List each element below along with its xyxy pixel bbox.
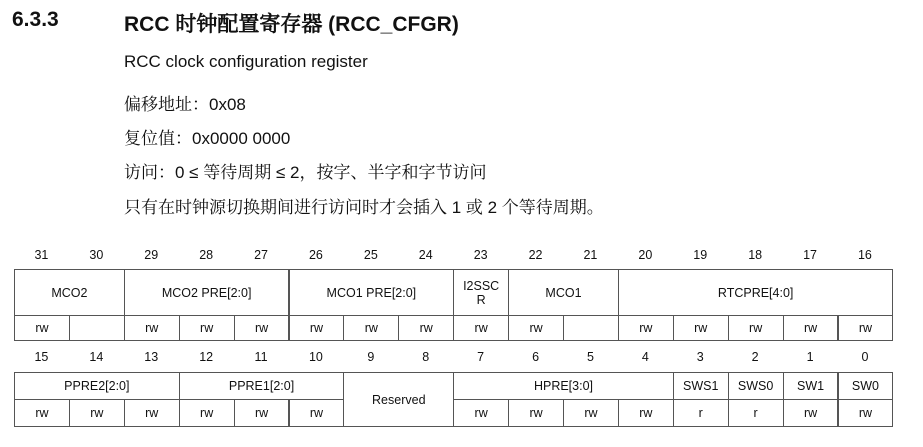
bit-number: 13: [144, 350, 159, 364]
offset-address: 偏移地址：0x08: [124, 95, 246, 114]
access-cell: rw: [124, 315, 180, 341]
access-cell: rw: [673, 315, 729, 341]
bit-number: 15: [34, 350, 49, 364]
bit-number: 11: [254, 350, 268, 364]
access-cell: rw: [508, 315, 564, 341]
bit-number: 24: [418, 248, 433, 262]
bit-number: 26: [308, 248, 323, 262]
register-field: [838, 372, 894, 400]
bit-number: 29: [144, 248, 159, 262]
access-cell: rw: [563, 399, 619, 427]
bit-number: 2: [751, 350, 759, 364]
register-field: [453, 269, 509, 316]
access-cell: rw: [179, 315, 235, 341]
field-name: HPRE[3:0]: [533, 379, 594, 393]
bit-number: 31: [34, 248, 49, 262]
register-field: [289, 269, 455, 316]
register-field: [673, 372, 729, 400]
access-cell: rw: [618, 399, 674, 427]
field-name: MCO1 PRE[2:0]: [326, 285, 417, 300]
access-cell: r: [673, 399, 729, 427]
access-cell: rw: [618, 315, 674, 341]
field-name: I2SSC R: [463, 278, 500, 307]
bit-number: 23: [473, 248, 488, 262]
access-cell: rw: [124, 399, 180, 427]
access-cell: rw: [289, 315, 345, 341]
access-cell: rw: [728, 315, 784, 341]
access-cell: rw: [783, 399, 839, 427]
access-cell: r: [728, 399, 784, 427]
bit-number: 10: [308, 350, 323, 364]
bit-number: 3: [696, 350, 704, 364]
register-field: [453, 372, 674, 400]
bit-number: 1: [806, 350, 814, 364]
bit-number: 8: [422, 350, 430, 364]
register-field: [124, 269, 290, 316]
access-cell: rw: [453, 315, 509, 341]
access-cell: rw: [179, 399, 235, 427]
bit-number: 30: [89, 248, 104, 262]
field-name: Reserved: [372, 392, 426, 407]
access-cell: rw: [234, 315, 290, 341]
access-cell: rw: [234, 399, 290, 427]
bit-number: 4: [641, 350, 649, 364]
bit-number: 28: [199, 248, 214, 262]
bit-number: 22: [528, 248, 543, 262]
access-info: 访问：0 ≤ 等待周期 ≤ 2，按字、半字和字节访问: [124, 163, 487, 182]
register-field: [783, 372, 839, 400]
register-field: [618, 269, 894, 316]
register-english-name: RCC clock configuration register: [124, 52, 368, 71]
access-cell: rw: [289, 399, 345, 427]
reserved-field: [343, 372, 454, 427]
access-cell: rw: [838, 315, 894, 341]
bit-number: 14: [89, 350, 104, 364]
access-cell: rw: [14, 315, 70, 341]
field-name: RTCPRE[4:0]: [717, 285, 794, 300]
access-cell: rw: [508, 399, 564, 427]
field-name: PPRE1[2:0]: [228, 379, 295, 393]
access-cell: rw: [398, 315, 454, 341]
access-cell: rw: [343, 315, 399, 341]
access-cell: rw: [783, 315, 839, 341]
section-title: RCC 时钟配置寄存器 (RCC_CFGR): [124, 13, 459, 36]
bit-number: 9: [367, 350, 375, 364]
field-name: SW0: [851, 379, 879, 393]
register-field: [179, 372, 345, 400]
wait-state-note: 只有在时钟源切换期间进行访问时才会插入 1 或 2 个等待周期。: [124, 198, 604, 217]
access-cell: rw: [14, 399, 70, 427]
bit-number: 5: [586, 350, 594, 364]
register-field: [14, 269, 125, 316]
bit-number: 21: [583, 248, 598, 262]
access-cell: rw: [838, 399, 894, 427]
register-field: [508, 269, 619, 316]
access-cell: [563, 315, 619, 341]
field-name: SW1: [796, 379, 825, 393]
register-field: [14, 372, 180, 400]
register-field: [728, 372, 784, 400]
field-name: SWS0: [737, 379, 774, 393]
bit-number: 16: [857, 248, 872, 262]
bit-number: 27: [254, 248, 268, 262]
access-cell: rw: [69, 399, 125, 427]
bit-number: 18: [748, 248, 763, 262]
bit-number: 12: [199, 350, 214, 364]
bit-number: 0: [861, 350, 869, 364]
field-name: PPRE2[2:0]: [64, 379, 130, 393]
access-cell: rw: [453, 399, 509, 427]
access-cell: [69, 315, 125, 341]
bit-number: 6: [532, 350, 540, 364]
field-name: SWS1: [683, 379, 719, 393]
field-name: MCO2 PRE[2:0]: [161, 285, 252, 300]
reset-value: 复位值：0x0000 0000: [124, 129, 291, 148]
bit-number: 19: [693, 248, 708, 262]
bit-number: 7: [477, 350, 485, 364]
field-name: MCO2: [51, 285, 88, 300]
bit-number: 17: [803, 248, 817, 262]
bit-number: 25: [363, 248, 378, 262]
bit-number: 20: [638, 248, 653, 262]
section-number: 6.3.3: [12, 8, 59, 31]
field-name: MCO1: [545, 285, 582, 300]
